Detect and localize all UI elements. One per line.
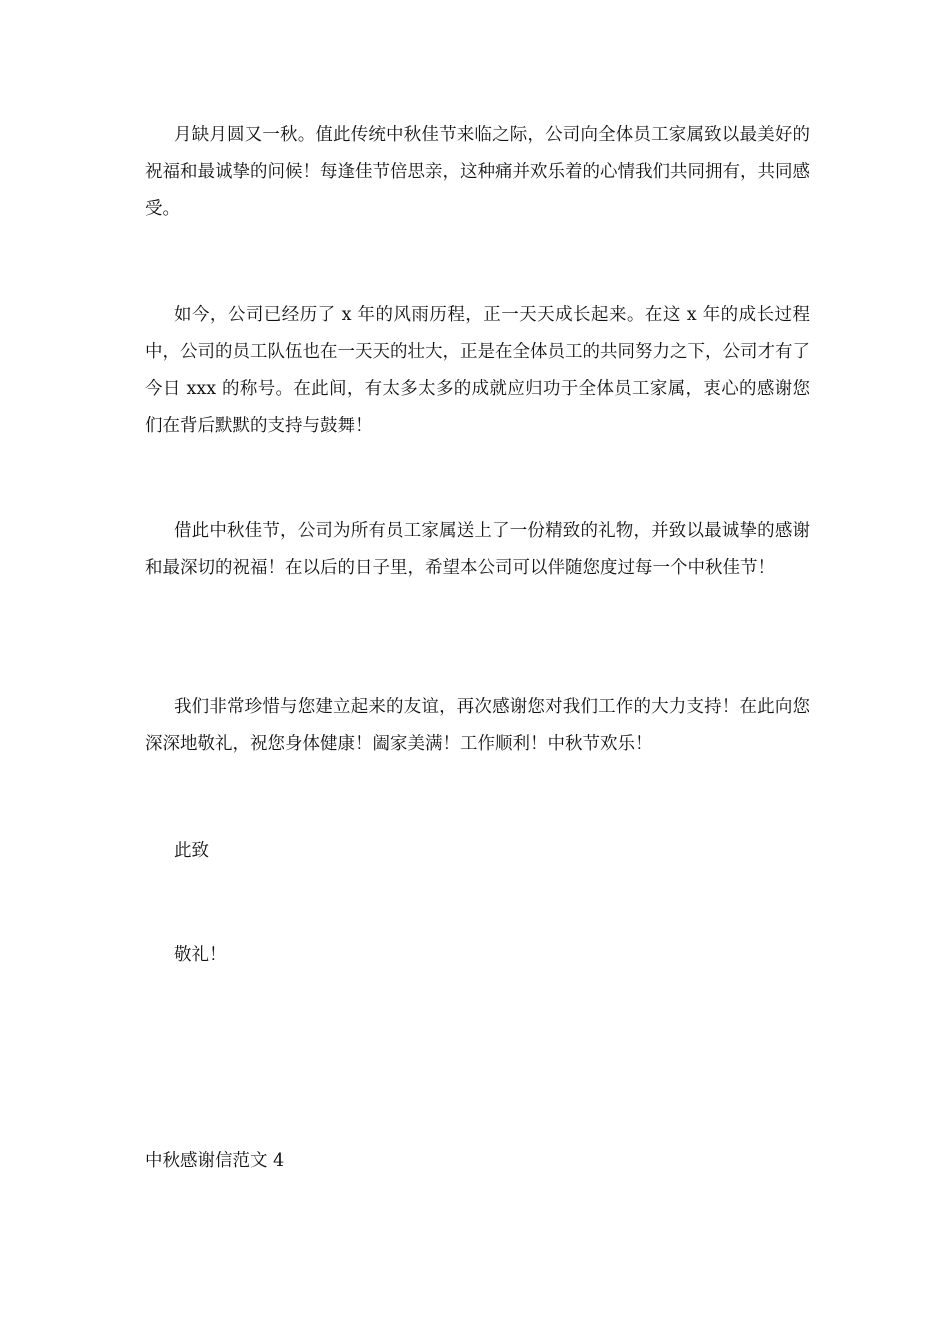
letter-paragraph-gift: 借此中秋佳节，公司为所有员工家属送上了一份精致的礼物，并致以最诚挚的感谢和最深切的祝福！在以后的日子里，希望本公司可以伴随您度过每一个中秋佳节！ [145,521,810,578]
letter-closing-regards: 敬礼！ [174,945,227,965]
section-heading: 中秋感谢信范文 4 [145,1151,285,1171]
letter-paragraph-thanks: 我们非常珍惜与您建立起来的友谊，再次感谢您对我们工作的大力支持！在此向您深深地敬礼，祝您身体健康！阖家美满！工作顺利！中秋节欢乐！ [145,697,810,754]
letter-paragraph-history: 如今，公司已经历了 x 年的风雨历程，正一天天成长起来。在这 x 年的成长过程中，公司的员工队伍也在一天天的壮大，正是在全体员工的共同努力之下，公司才有了今日 xxx 的称号。在此间，有太多太多的成就应归功于全体员工家属，衷心的感谢您们在背后默默的支持与鼓舞！ [145,305,810,436]
letter-closing-salutation: 此致 [174,841,209,861]
letter-paragraph-greeting: 月缺月圆又一秋。值此传统中秋佳节来临之际，公司向全体员工家属致以最美好的祝福和最诚挚的问候！每逢佳节倍思亲，这种痛并欢乐着的心情我们共同拥有，共同感受。 [145,125,810,219]
